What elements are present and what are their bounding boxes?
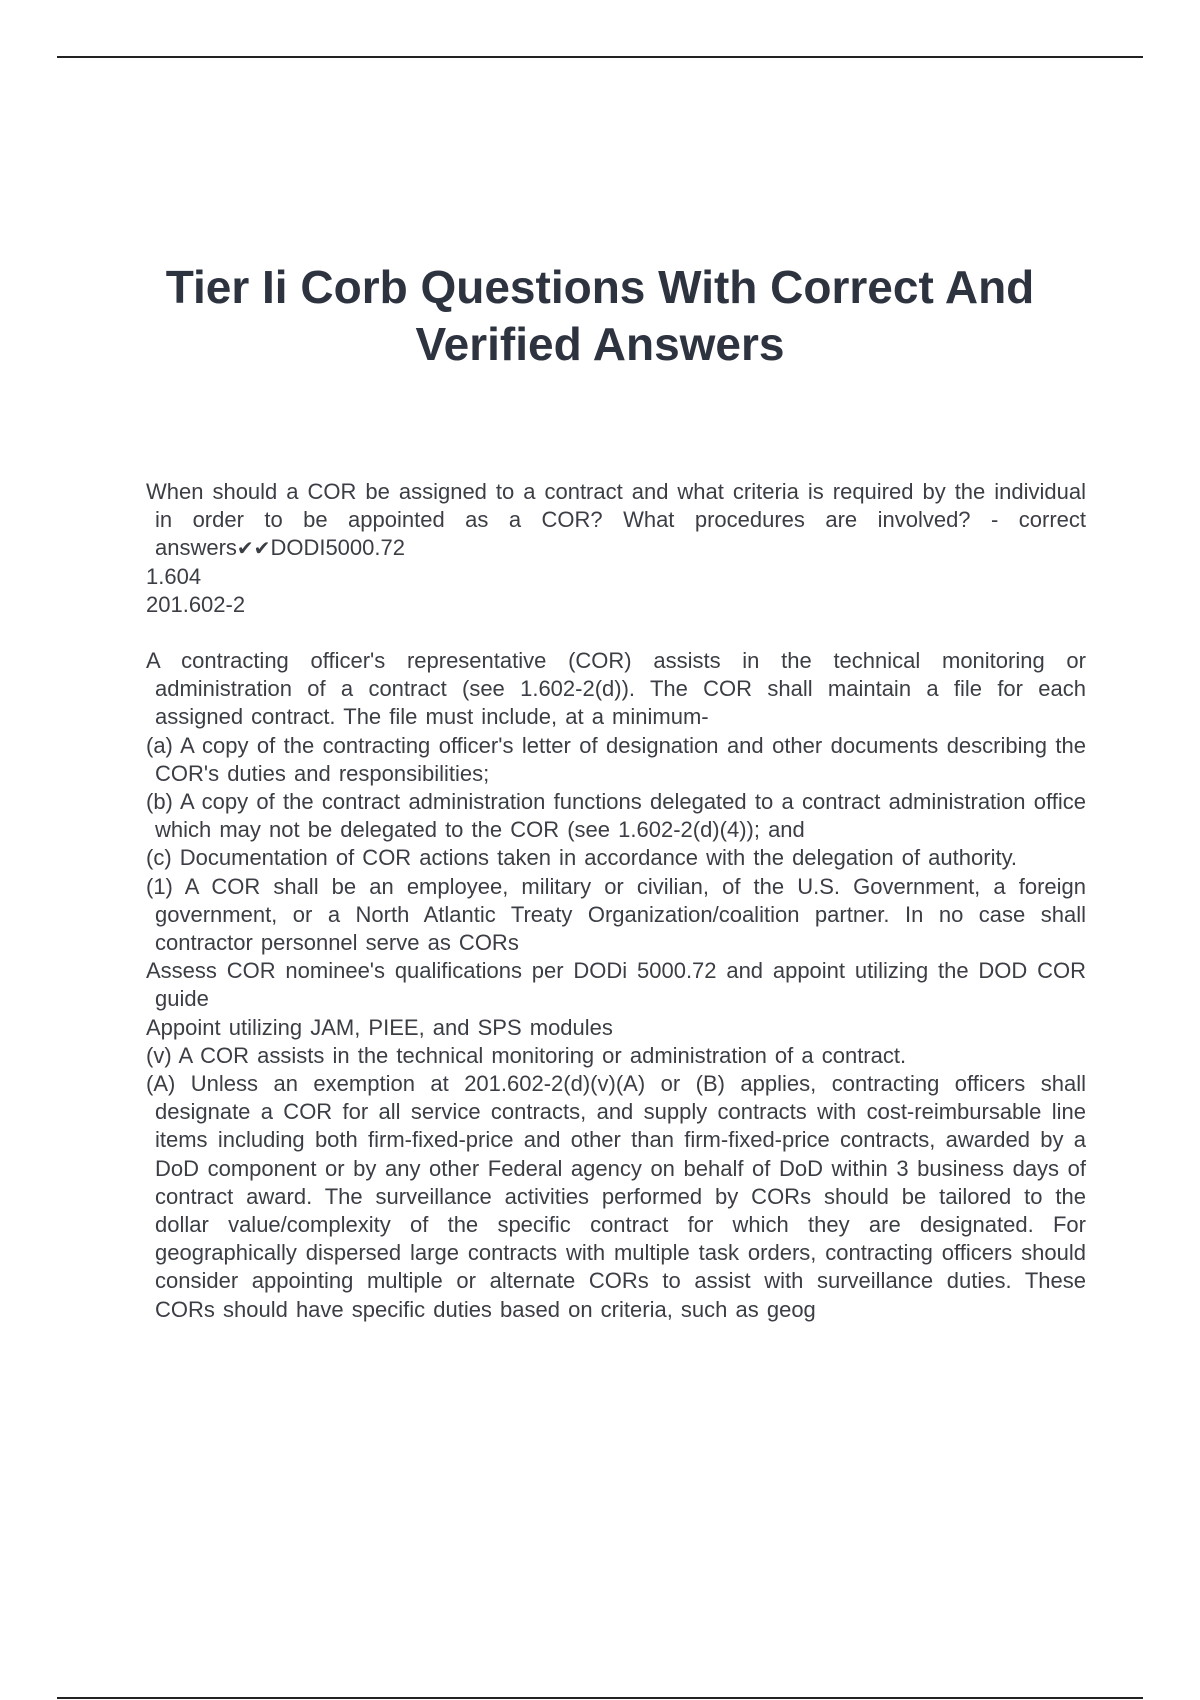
answer-ref: 1.604 — [146, 563, 202, 589]
answer-paragraph: (a) A copy of the contracting officer's letter of designation and other documents describing the COR's duties and responsibilities; — [146, 732, 1086, 786]
footer-rule — [57, 1697, 1143, 1699]
answer-paragraph: Appoint utilizing JAM, PIEE, and SPS modules — [146, 1014, 613, 1040]
header-rule — [57, 56, 1143, 58]
answer-ref: 201.602-2 — [146, 591, 246, 617]
check-icon: ✔✔ — [236, 536, 271, 561]
answer-paragraph: (c) Documentation of COR actions taken in accordance with the delegation of authority. — [146, 845, 1018, 871]
question-prompt: When should a COR be assigned to a contract and what criteria is required by the individual in order to be appointed as a COR? What procedures are involved? - correct answers — [146, 479, 1086, 561]
document-body — [146, 478, 1086, 1324]
question-text — [146, 478, 1086, 563]
document-title: Tier Ii Corb Questions With Correct And Verified Answers — [165, 260, 1035, 370]
answer-paragraph: (b) A copy of the contract administration functions delegated to a contract administration office which may not be delegated to the COR (see 1.602-2(d)(4)); and — [146, 789, 1086, 843]
answer-paragraph: A contracting officer's representative (COR) assists in the technical monitoring or administration of a contract (see 1.602-2(d)). The COR shall maintain a file for each assigned contract. The file must include, at a minimum- — [146, 648, 1086, 730]
answer-ref: DODI5000.72 — [270, 535, 405, 561]
answer-paragraph: (v) A COR assists in the technical monitoring or administration of a contract. — [146, 1042, 907, 1068]
paragraph-gap — [146, 619, 1086, 647]
answer-paragraph: Assess COR nominee's qualifications per DODi 5000.72 and appoint utilizing the DOD COR guide — [146, 958, 1086, 1012]
answer-paragraph: (1) A COR shall be an employee, military or civilian, of the U.S. Government, a foreign government, or a North Atlantic Treaty Organization/coalition partner. In no case shall contractor personnel serve as CORs — [146, 873, 1086, 956]
answer-paragraph: (A) Unless an exemption at 201.602-2(d)(v)(A) or (B) applies, contracting officers shall designate a COR for all service contracts, and supply contracts with cost-reimbursable line items including both firm-fixed-price and other than firm-fixed-price contracts, awarded by a DoD component or by any other Federal agency on behalf of DoD within 3 business days of contract award. The surveillance activities performed by CORs should be tailored to the dollar value/complexity of the specific contract for which they are designated. For geographically dispersed large contracts with multiple task orders, contracting officers should consider appointing multiple or alternate CORs to assist with surveillance duties. These CORs should have specific duties based on criteria, such as geog — [146, 1071, 1086, 1322]
